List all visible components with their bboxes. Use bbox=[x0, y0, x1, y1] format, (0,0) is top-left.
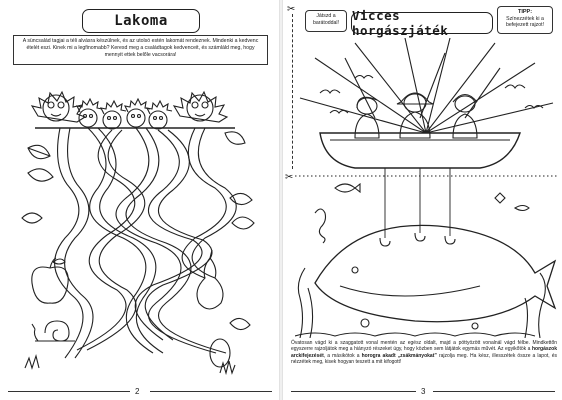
scissor-icon: ✂ bbox=[287, 4, 296, 15]
fisherman-right bbox=[453, 95, 477, 139]
footer-line-right bbox=[433, 391, 555, 392]
hedgehog-small-2 bbox=[101, 101, 126, 129]
cut-line-vertical bbox=[292, 14, 293, 169]
game-instructions bbox=[291, 340, 557, 366]
instructions-bold1: horgászok arckifejezését bbox=[291, 346, 557, 359]
apple-illustration bbox=[32, 258, 68, 303]
bird-right bbox=[505, 85, 525, 88]
seahorse-illustration bbox=[315, 209, 326, 243]
page-number-left: 2 bbox=[135, 387, 140, 396]
hedgehog-small-3 bbox=[125, 99, 150, 127]
intro-box: A süncsalád tagjai a téli alvásra készülnek, és az utolsó estén lakomát rendeznek. Mindenki a kedvenc ételét eszi. Kinek mi a legfinomabb? Keresd meg a családtagok kedvenceit, és számláld meg, hogy mennyit ettek belőle vacsorára! bbox=[13, 35, 268, 65]
maze-illustration bbox=[20, 68, 265, 378]
sun-rays bbox=[300, 38, 553, 133]
egg-illustration bbox=[210, 339, 230, 367]
page-number-right: 3 bbox=[421, 387, 426, 396]
instructions-part1: Óvatosan vágd ki a szaggatott vonal mentén az egész oldalt, majd a pöttyözött vonalnál vágd félbe. Mindkettőn egyszerre rajzoljátok meg a hiányzó részeket úgy, hogy közben sem látjátok egymás művét. Az egyikőtök a bbox=[291, 340, 557, 353]
whale-illustration bbox=[315, 225, 555, 321]
instructions-bold2: horogra akadt „zsákmányokat” bbox=[361, 352, 437, 359]
snail-illustration bbox=[32, 321, 75, 341]
footer-line-left bbox=[291, 391, 416, 392]
instructions-part2: , a másikótok a bbox=[323, 352, 362, 359]
tip-tag bbox=[497, 6, 553, 34]
page-title-text: Vicces horgászjáték bbox=[352, 8, 449, 38]
hedgehog-right bbox=[174, 92, 227, 122]
scissor-icon-middle: ✂ bbox=[285, 172, 294, 183]
page-title bbox=[351, 8, 493, 38]
right-page bbox=[283, 0, 562, 400]
fishing-illustration bbox=[295, 38, 557, 338]
page-title-text: Lakoma bbox=[114, 13, 168, 29]
tip-title: TIPP: bbox=[517, 9, 533, 15]
tip-body: Színezzétek ki a befejezett rajzot! bbox=[505, 15, 545, 28]
footer-line-right bbox=[150, 391, 272, 392]
left-page bbox=[0, 0, 279, 400]
pear-illustration bbox=[197, 250, 223, 309]
bird-left bbox=[320, 90, 340, 93]
footer-line-left bbox=[8, 391, 130, 392]
page-title bbox=[82, 9, 200, 33]
instructions-part3: rajzolja meg. Ha kész, illesszétek össze a lapot, és nézzétek meg, kisek hogyan teszett a mit kifogott! bbox=[291, 352, 557, 366]
play-with-friend-tag: Játszd a barátoddal! bbox=[305, 10, 347, 32]
hedgehog-small-1 bbox=[77, 99, 102, 127]
hedgehog-small-4 bbox=[147, 101, 172, 129]
